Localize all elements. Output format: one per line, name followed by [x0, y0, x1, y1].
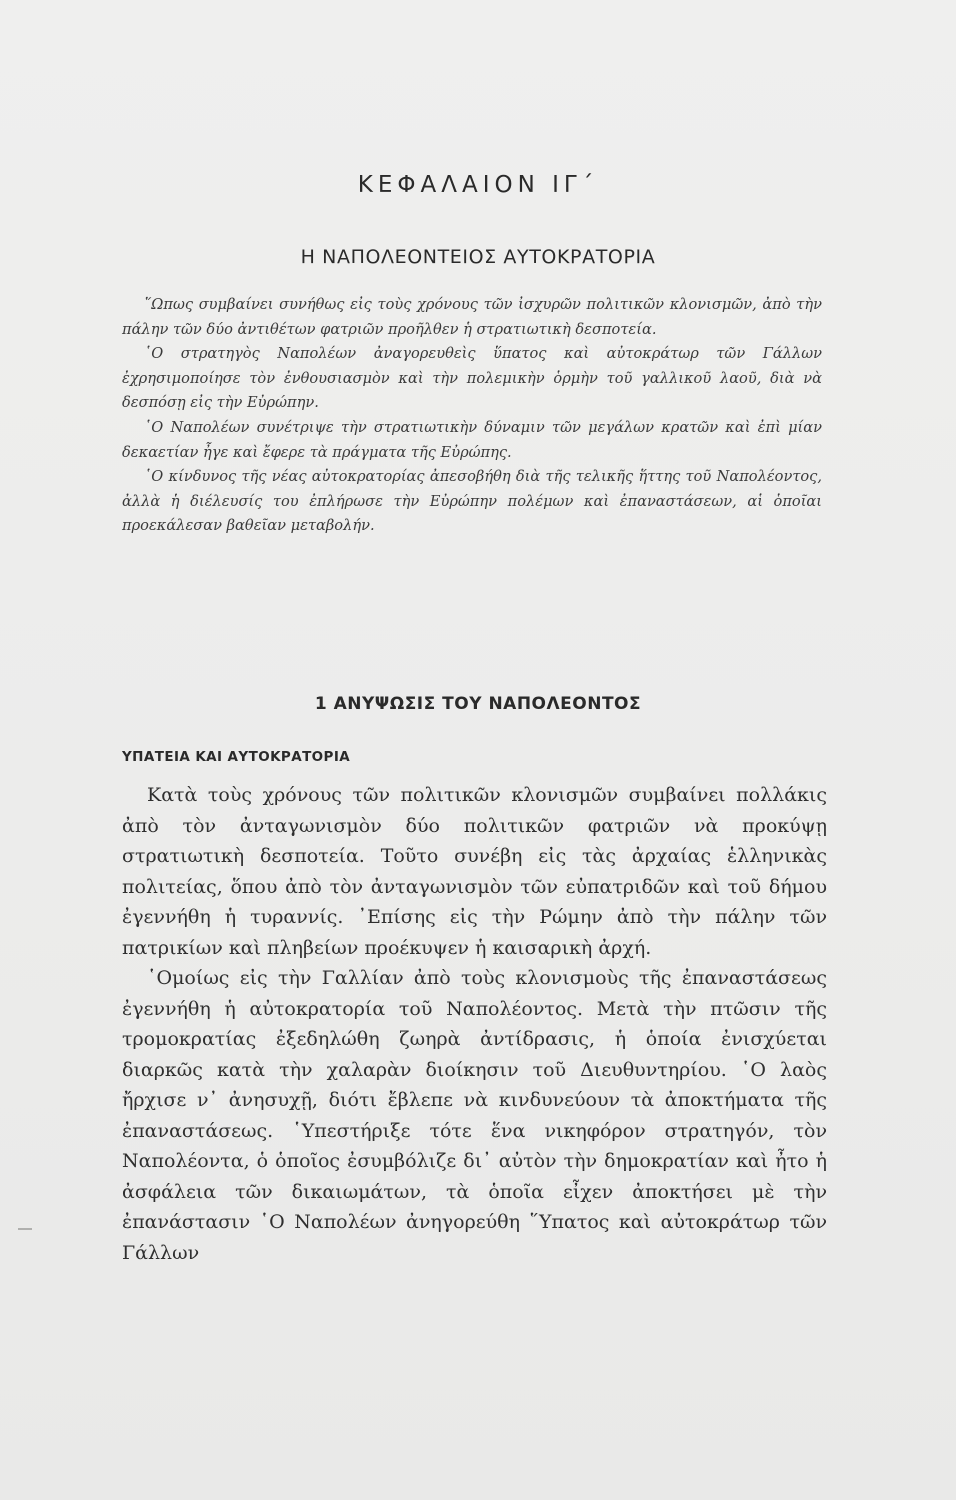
margin-mark	[18, 1228, 32, 1230]
body-text	[122, 780, 827, 1268]
summary-paragraph: ῾Ο στρατηγὸς Ναπολέων ἀναγορευθεὶς ὕπατος καὶ αὐτοκράτωρ τῶν Γάλλων ἐχρησιμοποίησε τὸν ἐνθουσιασμὸν καὶ τὴν πολεμικὴν ὁρμὴν τοῦ γαλλικοῦ λαοῦ, διὰ νὰ δεσπόσῃ εἰς τὴν Εὐρώπην.	[122, 345, 822, 412]
body-paragraph: ῾Ομοίως εἰς τὴν Γαλλίαν ἀπὸ τοὺς κλονισμοὺς τῆς ἐπαναστάσεως ἐγεννήθη ἡ αὐτοκρατορία τοῦ Ναπολέοντος. Μετὰ τὴν πτῶσιν τῆς τρομοκρατίας ἐξεδηλώθη ζωηρὰ ἀντίδρασις, ἡ ὁποία ἐνισχύεται διαρκῶς κατὰ τὴν χαλαρὰν διοίκησιν τοῦ Διευθυντηρίου. ῾Ο λαὸς ἤρχισε ν᾿ ἀνησυχῇ, διότι ἔβλεπε νὰ κινδυνεύουν τὰ ἀποκτήματα τῆς ἐπαναστάσεως. ῾Υπεστήριξε τότε ἕνα νικηφόρον στρατηγόν, τὸν Ναπολέοντα, ὁ ὁποῖος ἐσυμβόλιζε δι᾿ αὐτὸν τὴν δημοκρατίαν καὶ ἦτο ἡ ἀσφάλεια τῶν δικαιωμάτων, τὰ ὁποῖα εἶχεν ἀποκτήσει μὲ τὴν ἐπανάστασιν ῾Ο Ναπολέων ἀνηγορεύθη ῞Υπατος καὶ αὐτοκράτωρ τῶν Γάλλων	[122, 967, 827, 1264]
summary-paragraph: ῾Ο Ναπολέων συνέτριψε τὴν στρατιωτικὴν δύναμιν τῶν μεγάλων κρατῶν καὶ ἐπὶ μίαν δεκαετίαν ἦγε καὶ ἔφερε τὰ πράγματα τῆς Εὐρώπης.	[122, 418, 822, 461]
chapter-summary	[122, 293, 822, 539]
subsection-heading: ΥΠΑΤΕΙΑ ΚΑΙ ΑΥΤΟΚΡΑΤΟΡΙΑ	[122, 749, 351, 765]
summary-paragraph: ῾Ο κίνδυνος τῆς νέας αὐτοκρατορίας ἀπεσοβήθη διὰ τῆς τελικῆς ἥττης τοῦ Ναπολέοντος, ἀλλὰ ἡ διέλευσίς του ἐπλήρωσε τὴν Εὐρώπην πολέμων καὶ ἐπαναστάσεων, αἱ ὁποῖαι προεκάλεσαν βαθεῖαν μεταβολήν.	[122, 468, 822, 535]
body-paragraph: Κατὰ τοὺς χρόνους τῶν πολιτικῶν κλονισμῶν συμβαίνει πολλάκις ἀπὸ τὸν ἀνταγωνισμὸν δύο πολιτικῶν φατριῶν νὰ προκύψῃ στρατιωτικὴ δεσποτεία. Τοῦτο συνέβη εἰς τὰς ἀρχαίας ἑλληνικὰς πολιτείας, ὅπου ἀπὸ τὸν ἀνταγωνισμὸν τῶν εὐπατριδῶν καὶ τοῦ δήμου ἐγεννήθη ἡ τυραννίς. ᾿Επίσης εἰς τὴν Ρώμην ἀπὸ τὴν πάλην τῶν πατρικίων καὶ πληβείων προέκυψεν ἡ καισαρικὴ ἀρχή.	[122, 784, 827, 959]
chapter-title: Η ΝΑΠΟΛΕΟΝΤΕΙΟΣ ΑΥΤΟΚΡΑΤΟΡΙΑ	[300, 246, 656, 268]
chapter-heading: ΚΕΦΑΛΑΙΟΝ ΙΓ΄	[357, 172, 599, 198]
section-heading: 1 ΑΝΥΨΩΣΙΣ ΤΟΥ ΝΑΠΟΛΕΟΝΤΟΣ	[314, 694, 642, 714]
summary-paragraph: ῞Ωπως συμβαίνει συνήθως εἰς τοὺς χρόνους τῶν ἰσχυρῶν πολιτικῶν κλονισμῶν, ἀπὸ τὴν πάλην τῶν δύο ἀντιθέτων φατριῶν προῆλθεν ἡ στρατιωτικὴ δεσποτεία.	[122, 296, 822, 338]
